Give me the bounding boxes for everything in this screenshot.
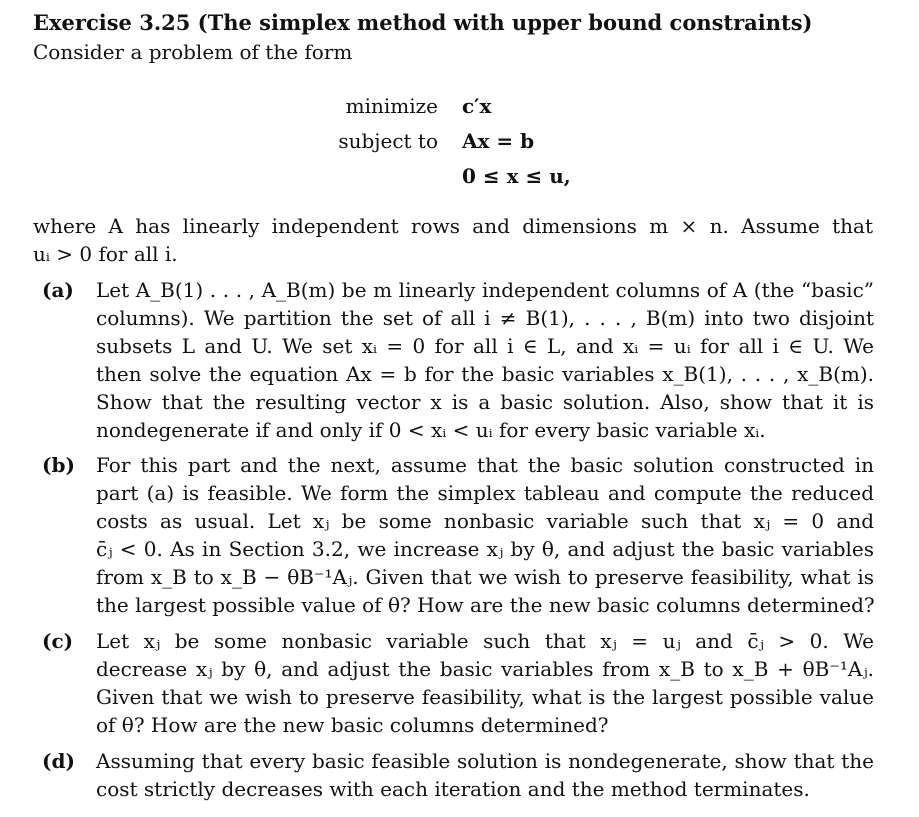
part-a-text <box>96 276 874 444</box>
text-line: nondegenerate if and only if 0 < xᵢ < uᵢ for every basic variable xᵢ. <box>96 418 766 442</box>
equality-constraint: Ax = b <box>462 129 535 153</box>
constraint-label: subject to <box>338 129 438 153</box>
part-c-text <box>96 627 874 739</box>
optimization-problem <box>0 88 919 198</box>
text-line: then solve the equation Ax = b for the basic variables x_B(1), . . . , x_B(m). <box>96 362 874 386</box>
text-line: costs as usual. Let xⱼ be some nonbasic variable such that xⱼ = 0 and <box>96 509 874 533</box>
exercise-title: (The simplex method with upper bound constraints) <box>197 10 813 35</box>
part-b-text <box>96 451 874 619</box>
exercise-number: Exercise 3.25 <box>33 10 191 35</box>
text-line: Assuming that every basic feasible solution is nondegenerate, show that the <box>96 749 874 773</box>
objective-expression: c′x <box>462 94 492 118</box>
text-line: Let A_B(1) . . . , A_B(m) be m linearly independent columns of A (the “basic” <box>96 278 874 302</box>
text-line: Let xⱼ be some nonbasic variable such that xⱼ = uⱼ and c̄ⱼ > 0. We <box>96 629 874 653</box>
text-line: Given that we wish to preserve feasibility, what is the largest possible value <box>96 685 874 709</box>
part-d-label: (d) <box>42 749 75 773</box>
text-line: of θ? How are the new basic columns determined? <box>96 713 609 737</box>
text-line: subsets L and U. We set xᵢ = 0 for all i ∈ L, and xᵢ = uᵢ for all i ∈ U. We <box>96 334 874 358</box>
text-line: decrease xⱼ by θ, and adjust the basic variables from x_B to x_B + θB⁻¹Aⱼ. <box>96 657 874 681</box>
exercise-heading <box>33 8 893 38</box>
intro-text: Consider a problem of the form <box>33 40 353 64</box>
text-line: Show that the resulting vector x is a basic solution. Also, show that it is <box>96 390 874 414</box>
part-b-label: (b) <box>42 453 75 477</box>
text-line: from x_B to x_B − θB⁻¹Aⱼ. Given that we wish to preserve feasibility, what is <box>96 565 874 589</box>
bound-constraint: 0 ≤ x ≤ u, <box>462 164 571 188</box>
text-line: part (a) is feasible. We form the simplex tableau and compute the reduced <box>96 481 874 505</box>
assumption-line: where A has linearly independent rows and dimensions m × n. Assume that <box>33 214 873 238</box>
part-a-label: (a) <box>42 278 74 302</box>
text-line: the largest possible value of θ? How are the new basic columns determined? <box>96 593 875 617</box>
part-d-text <box>96 747 874 803</box>
text-line: columns). We partition the set of all i ≠ B(1), . . . , B(m) into two disjoint <box>96 306 874 330</box>
assumption-paragraph <box>33 212 873 268</box>
objective-label: minimize <box>345 94 438 118</box>
text-line: For this part and the next, assume that the basic solution constructed in <box>96 453 874 477</box>
assumption-line: uᵢ > 0 for all i. <box>33 242 178 266</box>
text-line: c̄ⱼ < 0. As in Section 3.2, we increase xⱼ by θ, and adjust the basic variables <box>96 537 874 561</box>
part-c-label: (c) <box>42 629 74 653</box>
text-line: cost strictly decreases with each iteration and the method terminates. <box>96 777 810 801</box>
